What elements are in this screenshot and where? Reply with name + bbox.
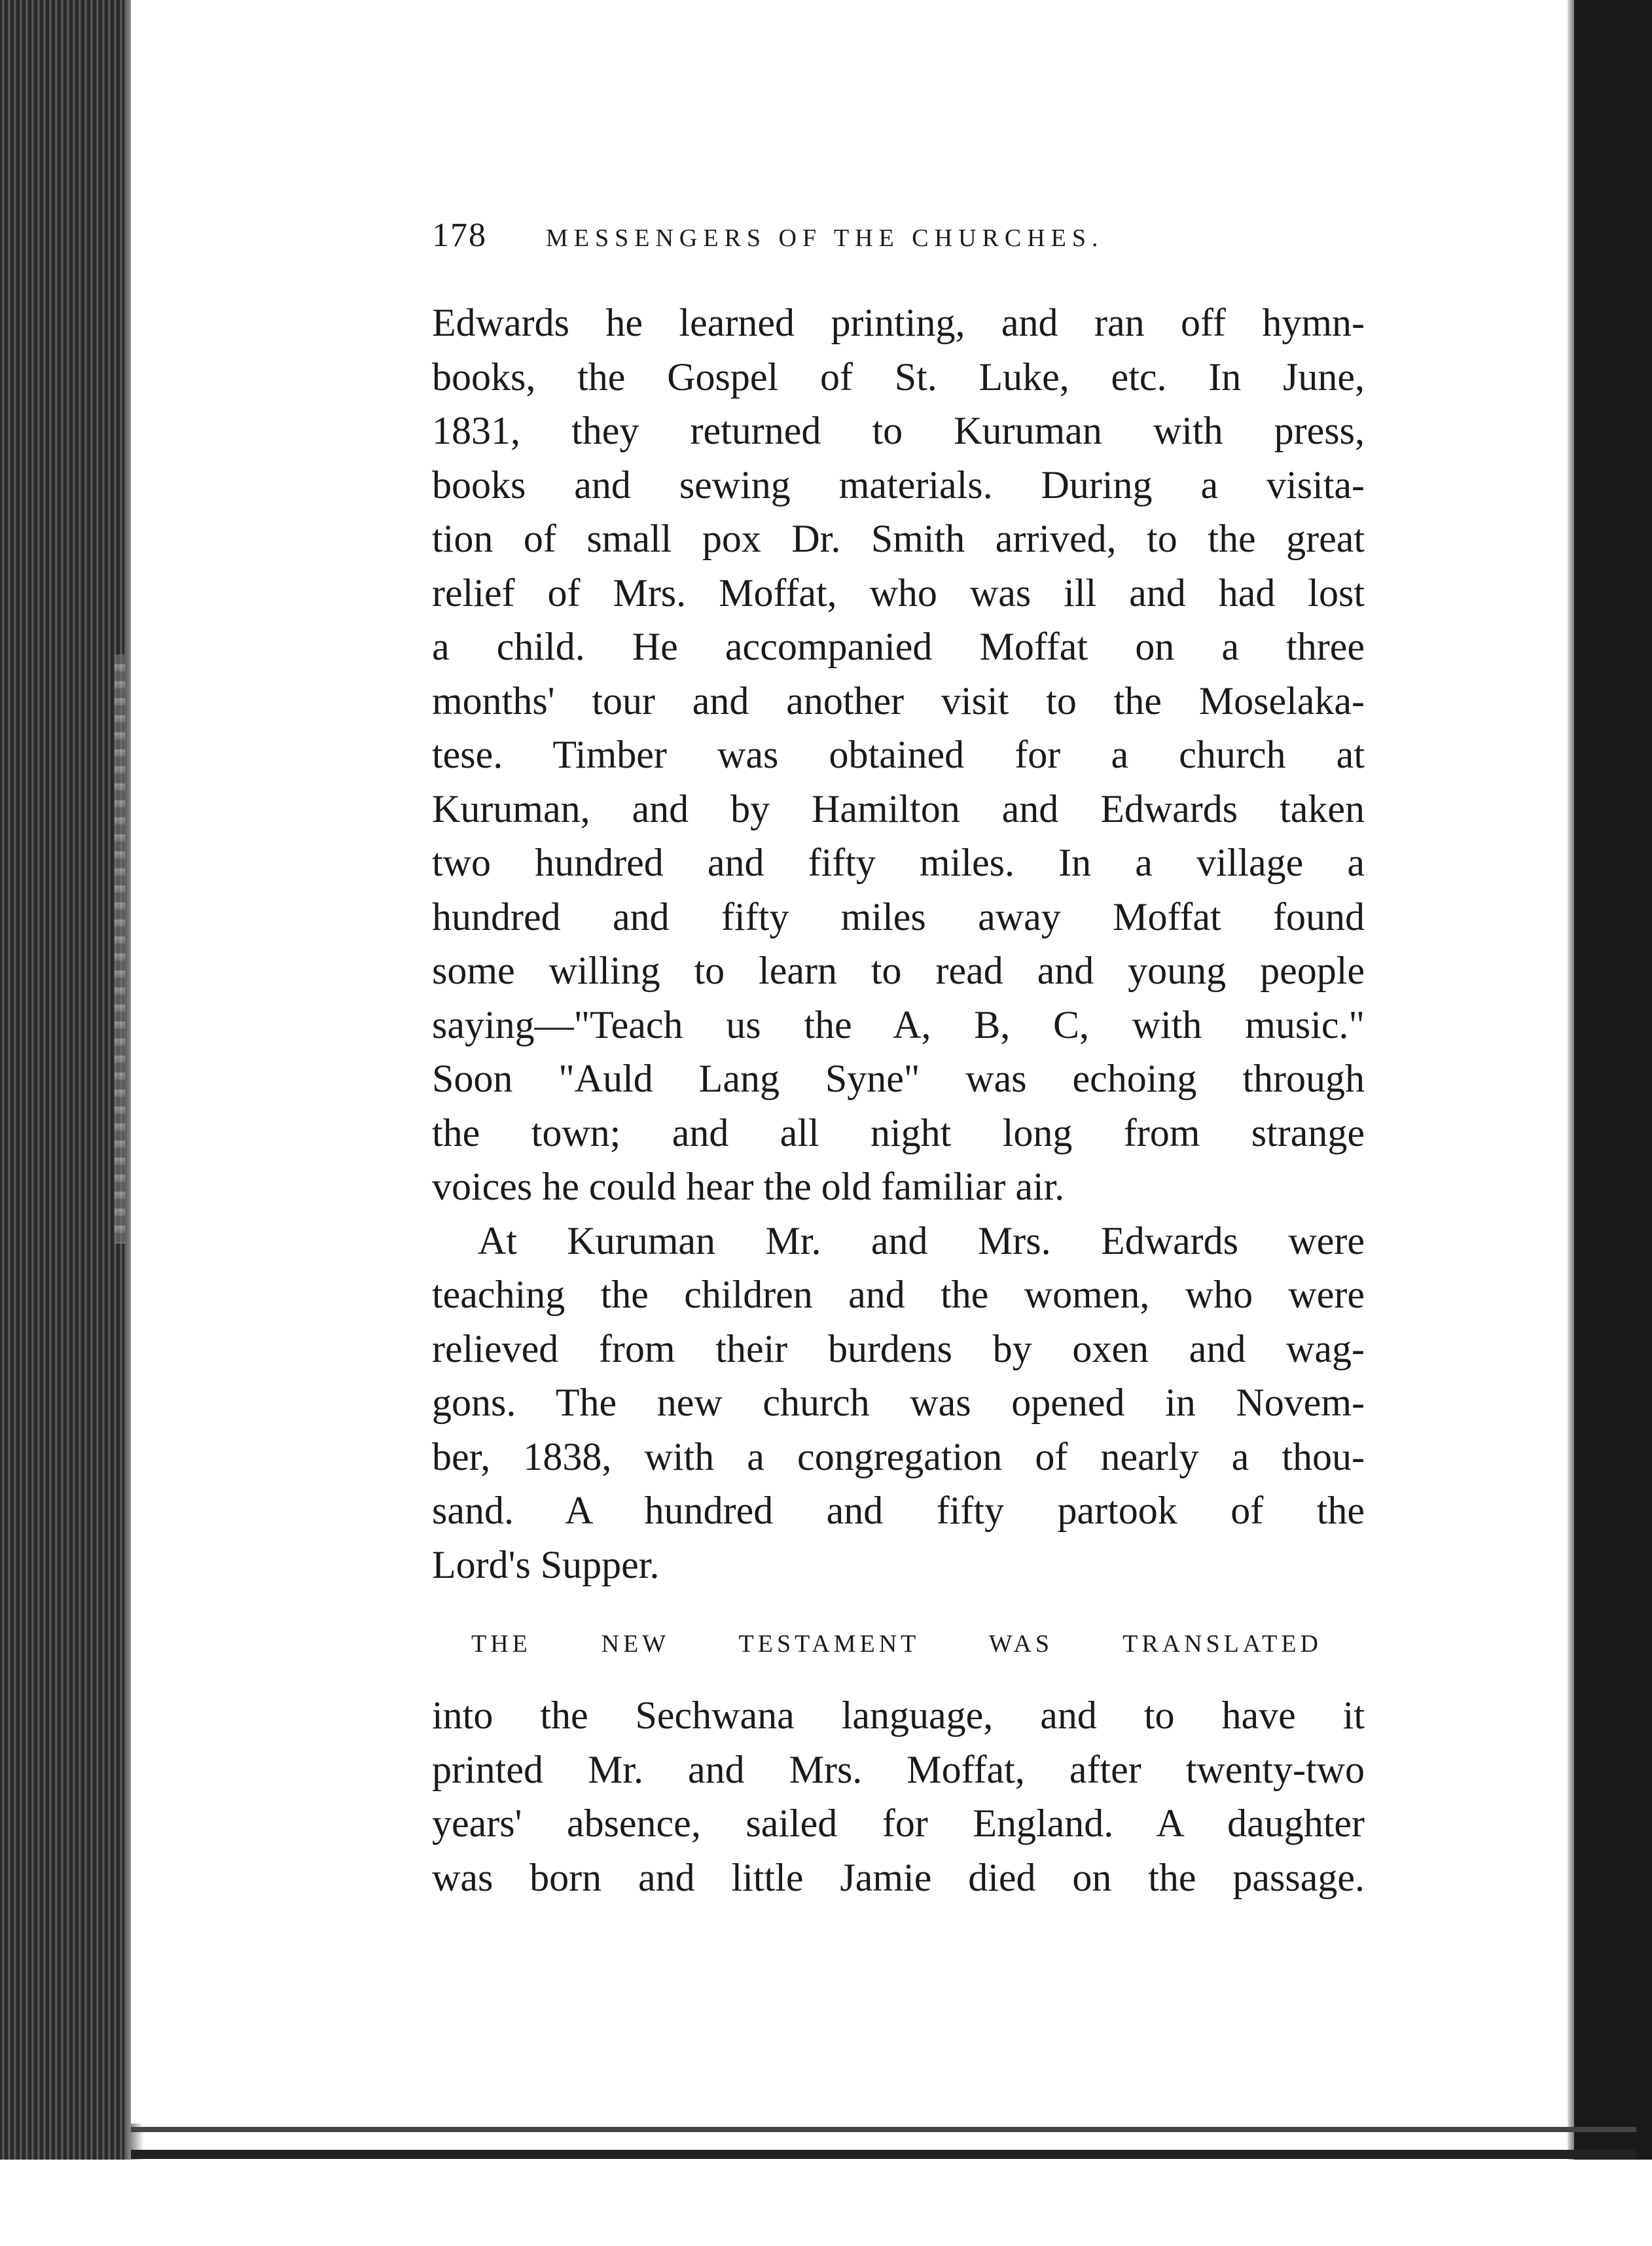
paragraph-3 <box>432 1688 1365 1904</box>
text-line: hundred and fifty miles away Moffat found <box>432 895 1365 938</box>
text-line: months' tour and another visit to the Moselaka- <box>432 679 1365 722</box>
text-line: voices he could hear the old familiar air. <box>432 1165 1065 1208</box>
text-line: sand. A hundred and fifty partook of the <box>432 1489 1365 1532</box>
text-line: books and sewing materials. During a visita- <box>432 463 1365 507</box>
book-bottom-edge <box>131 2150 1636 2159</box>
text-line: some willing to learn to read and young people <box>432 949 1365 992</box>
section-heading: THE NEW TESTAMENT WAS TRANSLATED <box>471 1630 1322 1658</box>
text-line: was born and little Jamie died on the passage. <box>432 1855 1365 1899</box>
text-line: 1831, they returned to Kuruman with press, <box>432 409 1365 452</box>
text-line: tion of small pox Dr. Smith arrived, to the great <box>432 517 1365 560</box>
paragraph-1 <box>432 296 1365 1214</box>
text-line: relief of Mrs. Moffat, who was ill and had lost <box>432 571 1365 615</box>
text-line: years' absence, sailed for England. A daughter <box>432 1802 1365 1845</box>
text-line: Lord's Supper. <box>432 1542 660 1586</box>
text-line: two hundred and fifty miles. In a village a <box>432 841 1365 884</box>
running-head <box>432 216 1348 268</box>
spine-marking <box>115 654 125 1243</box>
text-line: Edwards he learned printing, and ran off hymn- <box>432 301 1365 344</box>
text-line: ber, 1838, with a congregation of nearly a thou- <box>432 1435 1365 1478</box>
text-line: tese. Timber was obtained for a church at <box>432 733 1365 776</box>
text-line: printed Mr. and Mrs. Moffat, after twenty-two <box>432 1747 1365 1791</box>
body-text <box>432 296 1365 1592</box>
text-line: relieved from their burdens by oxen and wag- <box>432 1327 1365 1370</box>
running-title: MESSENGERS OF THE CHURCHES. <box>546 224 1104 252</box>
text-line: into the Sechwana language, and to have it <box>432 1694 1365 1737</box>
body-text-continued <box>432 1688 1365 1904</box>
text-line: the town; and all night long from strange <box>432 1111 1365 1154</box>
page-number: 178 <box>432 217 487 254</box>
text-line: Kuruman, and by Hamilton and Edwards taken <box>432 787 1365 830</box>
book-edge-right <box>1574 0 1652 2160</box>
text-line: At Kuruman Mr. and Mrs. Edwards were <box>478 1219 1365 1262</box>
paragraph-2 <box>432 1214 1365 1592</box>
book-bottom-edge-inner <box>131 2127 1636 2132</box>
text-line: saying—"Teach us the A, B, C, with music." <box>432 1003 1365 1046</box>
text-line: gons. The new church was opened in Novem- <box>432 1381 1365 1424</box>
text-line: a child. He accompanied Moffat on a three <box>432 625 1365 668</box>
text-line: books, the Gospel of St. Luke, etc. In June, <box>432 355 1365 399</box>
book-page-edges-left <box>0 0 124 2160</box>
text-line: teaching the children and the women, who were <box>432 1273 1365 1316</box>
text-line: Soon "Auld Lang Syne" was echoing through <box>432 1057 1365 1100</box>
